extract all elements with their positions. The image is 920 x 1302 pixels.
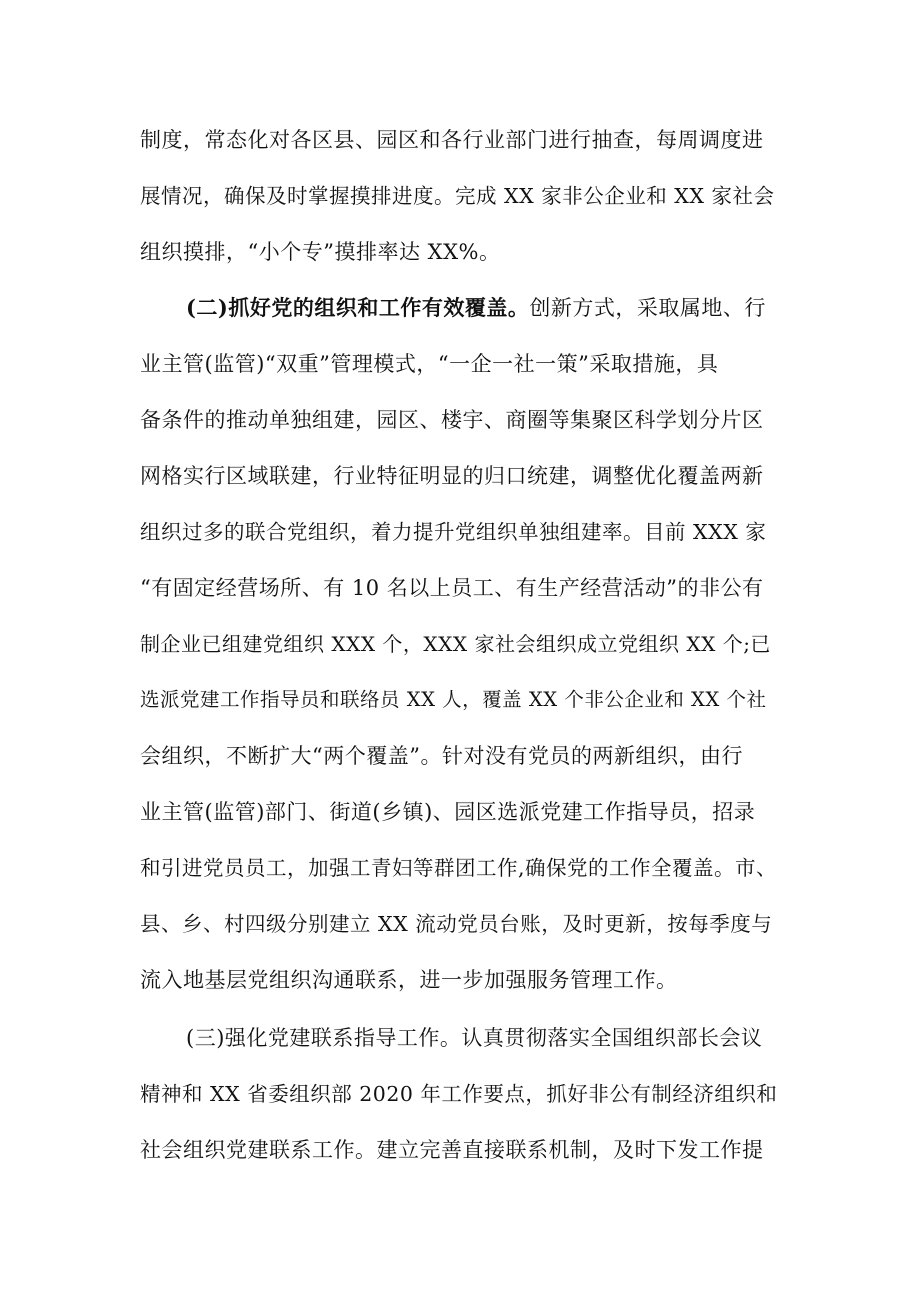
paragraph-2-line-10: 业主管(监管)部门、街道(乡镇)、园区选派党建工作指导员，招录: [140, 800, 756, 824]
paragraph-2-line-9: 会组织，不断扩大“两个覆盖”。针对没有党员的两新组织，由行: [140, 744, 743, 768]
paragraph-2-line-2: 业主管(监管)“双重”管理模式，“一企一社一策”采取措施，具: [140, 352, 719, 376]
paragraph-2-line-11: 和引进党员员工，加强工青妇等群团工作,确保党的工作全覆盖。市、: [140, 856, 778, 880]
paragraph-2-line-3: 备条件的推动单独组建，园区、楼宇、商圈等集聚区科学划分片区: [140, 408, 764, 432]
paragraph-2-line-13: 流入地基层党组织沟通联系，进一步加强服务管理工作。: [140, 968, 678, 992]
paragraph-3-line-3: 社会组织党建联系工作。建立完善直接联系机制，及时下发工作提: [140, 1138, 764, 1162]
paragraph-2-line-1-rest: 创新方式，采取属地、行: [529, 296, 766, 320]
paragraph-2-line-6: “有固定经营场所、有 10 名以上员工、有生产经营活动”的非公有: [140, 576, 764, 600]
paragraph-2-line-4: 网格实行区域联建，行业特征明显的归口统建，调整优化覆盖两新: [140, 464, 764, 488]
paragraph-1-line-2: 展情况，确保及时掌握摸排进度。完成 XX 家非公企业和 XX 家社会: [140, 184, 775, 208]
paragraph-2-line-7: 制企业已组建党组织 XXX 个，XXX 家社会组织成立党组织 XX 个;已: [140, 632, 771, 656]
paragraph-3-line-1: (三)强化党建联系指导工作。认真贯彻落实全国组织部长会议: [186, 1026, 763, 1050]
paragraph-2-line-8: 选派党建工作指导员和联络员 XX 人，覆盖 XX 个非公企业和 XX 个社: [140, 688, 767, 711]
paragraph-3-line-2: 精神和 XX 省委组织部 2020 年工作要点，抓好非公有制经济组织和: [140, 1082, 778, 1106]
paragraph-2-line-12: 县、乡、村四级分别建立 XX 流动党员台账，及时更新，按每季度与: [140, 912, 773, 936]
paragraph-2-line-1: [186, 288, 766, 328]
paragraph-2-line-5: 组织过多的联合党组织，着力提升党组织单独组建率。目前 XXX 家: [140, 520, 767, 544]
paragraph-1-line-1: 制度，常态化对各区县、园区和各行业部门进行抽查，每周调度进: [140, 128, 764, 152]
section-heading-2: (二)抓好党的组织和工作有效覆盖。: [186, 295, 530, 320]
paragraph-1-line-3: 组织摸排，“小个专”摸排率达 XX%。: [140, 240, 501, 264]
